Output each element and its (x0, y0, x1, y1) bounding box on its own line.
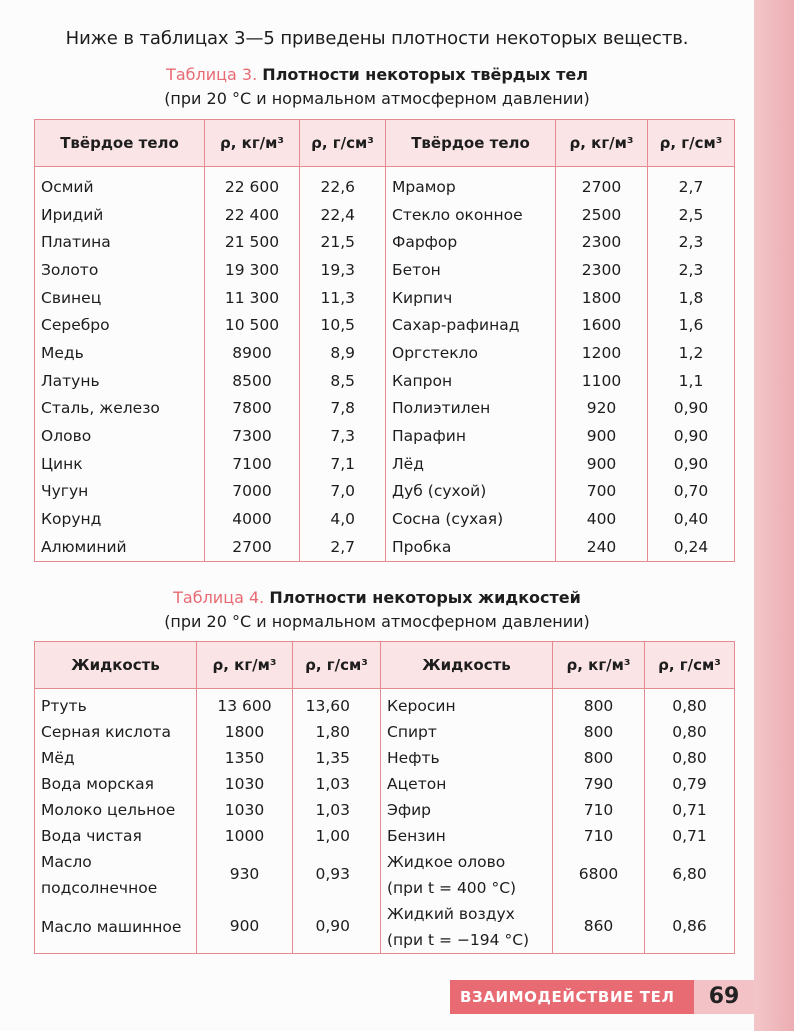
density-g-cm3: 10,5 (300, 311, 386, 339)
table-row (35, 901, 735, 954)
density-kg-m3: 1030 (197, 771, 293, 797)
density-kg-m3: 21 500 (205, 228, 300, 256)
density-kg-m3: 800 (553, 689, 645, 720)
substance-name (35, 849, 197, 901)
density-kg-m3: 800 (553, 745, 645, 771)
col-header-density-g: ρ, г/см³ (300, 120, 386, 167)
density-kg-m3: 710 (553, 823, 645, 849)
col-header-density-g: ρ, г/см³ (645, 642, 735, 689)
density-g-cm3: 0,80 (645, 719, 735, 745)
density-g-cm3: 0,80 (645, 689, 735, 720)
substance-name (381, 849, 553, 901)
density-kg-m3: 7000 (205, 478, 300, 506)
substance-name: Парафин (386, 422, 556, 450)
table-row (35, 823, 735, 849)
substance-name: Кирпич (386, 284, 556, 312)
substance-name: Платина (35, 228, 205, 256)
substance-name: Бетон (386, 256, 556, 284)
table4-subtitle: (при 20 °С и нормальном атмосферном давлении) (164, 612, 590, 631)
density-kg-m3: 7800 (205, 395, 300, 423)
density-kg-m3: 240 (556, 533, 648, 561)
density-g-cm3: 1,8 (648, 284, 735, 312)
col-header-liquid: Жидкость (35, 642, 197, 689)
table3-solids (34, 119, 735, 562)
substance-name-line2: (при t = −194 °С) (387, 931, 530, 949)
substance-name: Спирт (381, 719, 553, 745)
substance-name: Вода чистая (35, 823, 197, 849)
substance-name: Лёд (386, 450, 556, 478)
page-number: 69 (694, 980, 754, 1014)
density-kg-m3: 22 400 (205, 201, 300, 229)
table-row (35, 228, 735, 256)
substance-name: Иридий (35, 201, 205, 229)
table-row (35, 450, 735, 478)
intro-text: Ниже в таблицах 3—5 приведены плотности некоторых веществ. (65, 28, 689, 49)
table-row (35, 284, 735, 312)
density-g-cm3: 7,8 (300, 395, 386, 423)
substance-name: Фарфор (386, 228, 556, 256)
table4-header-row (35, 642, 735, 689)
col-header-density-g: ρ, г/см³ (648, 120, 735, 167)
table-row (35, 422, 735, 450)
density-g-cm3: 1,6 (648, 311, 735, 339)
density-g-cm3: 0,40 (648, 505, 735, 533)
density-kg-m3: 13 600 (197, 689, 293, 720)
density-kg-m3: 790 (553, 771, 645, 797)
substance-name-line1: Жидкое олово (387, 853, 506, 871)
table4-label: Таблица 4. (173, 588, 265, 607)
substance-name: Алюминий (35, 533, 205, 561)
table-row (35, 505, 735, 533)
density-kg-m3: 1600 (556, 311, 648, 339)
table3-caption (0, 64, 754, 86)
substance-name-line1: Масло (41, 853, 92, 871)
table-row (35, 533, 735, 561)
density-g-cm3: 0,93 (293, 849, 381, 901)
density-kg-m3: 7100 (205, 450, 300, 478)
substance-name: Медь (35, 339, 205, 367)
table-row (35, 719, 735, 745)
density-kg-m3: 2700 (205, 533, 300, 561)
density-kg-m3: 8500 (205, 367, 300, 395)
substance-name: Дуб (сухой) (386, 478, 556, 506)
substance-name: Осмий (35, 167, 205, 201)
col-header-liquid: Жидкость (381, 642, 553, 689)
table-row (35, 339, 735, 367)
density-g-cm3: 0,86 (645, 901, 735, 954)
substance-name: Серебро (35, 311, 205, 339)
footer-section-title: ВЗАИМОДЕЙСТВИЕ ТЕЛ (460, 988, 675, 1006)
table-row (35, 849, 735, 901)
substance-name: Сосна (сухая) (386, 505, 556, 533)
substance-name: Полиэтилен (386, 395, 556, 423)
substance-name: Вода морская (35, 771, 197, 797)
substance-name: Золото (35, 256, 205, 284)
table-row (35, 311, 735, 339)
substance-name (381, 901, 553, 954)
substance-name: Бензин (381, 823, 553, 849)
col-header-density-kg: ρ, кг/м³ (205, 120, 300, 167)
substance-name: Стекло оконное (386, 201, 556, 229)
density-kg-m3: 2300 (556, 228, 648, 256)
density-kg-m3: 1350 (197, 745, 293, 771)
density-kg-m3: 1000 (197, 823, 293, 849)
density-kg-m3: 900 (197, 901, 293, 954)
table-row (35, 689, 735, 720)
table-row (35, 771, 735, 797)
density-kg-m3: 900 (556, 450, 648, 478)
density-kg-m3: 6800 (553, 849, 645, 901)
density-g-cm3: 0,90 (293, 901, 381, 954)
density-g-cm3: 0,90 (648, 422, 735, 450)
substance-name: Чугун (35, 478, 205, 506)
substance-name: Мёд (35, 745, 197, 771)
density-kg-m3: 1030 (197, 797, 293, 823)
density-g-cm3: 2,7 (300, 533, 386, 561)
substance-name-line1: Жидкий воздух (387, 905, 515, 923)
density-kg-m3: 900 (556, 422, 648, 450)
density-kg-m3: 2500 (556, 201, 648, 229)
substance-name (35, 901, 197, 954)
table-row (35, 167, 735, 201)
substance-name: Олово (35, 422, 205, 450)
density-g-cm3: 22,6 (300, 167, 386, 201)
density-g-cm3: 0,24 (648, 533, 735, 561)
substance-name: Свинец (35, 284, 205, 312)
density-g-cm3: 11,3 (300, 284, 386, 312)
density-g-cm3: 1,2 (648, 339, 735, 367)
substance-name: Корунд (35, 505, 205, 533)
substance-name: Сталь, железо (35, 395, 205, 423)
density-kg-m3: 930 (197, 849, 293, 901)
table3-header-row (35, 120, 735, 167)
density-kg-m3: 19 300 (205, 256, 300, 284)
table-row (35, 745, 735, 771)
density-g-cm3: 21,5 (300, 228, 386, 256)
substance-name: Нефть (381, 745, 553, 771)
density-g-cm3: 1,00 (293, 823, 381, 849)
density-g-cm3: 4,0 (300, 505, 386, 533)
density-kg-m3: 11 300 (205, 284, 300, 312)
density-kg-m3: 860 (553, 901, 645, 954)
density-kg-m3: 700 (556, 478, 648, 506)
density-g-cm3: 0,79 (645, 771, 735, 797)
density-g-cm3: 13,60 (293, 689, 381, 720)
substance-name-line2: (при t = 400 °С) (387, 879, 517, 897)
substance-name: Капрон (386, 367, 556, 395)
table4-title: Плотности некоторых жидкостей (269, 588, 581, 607)
substance-name: Латунь (35, 367, 205, 395)
density-kg-m3: 1100 (556, 367, 648, 395)
table-row (35, 367, 735, 395)
density-kg-m3: 1800 (197, 719, 293, 745)
substance-name: Мрамор (386, 167, 556, 201)
density-g-cm3: 1,03 (293, 797, 381, 823)
table4-caption (0, 587, 754, 609)
table-row (35, 395, 735, 423)
col-header-density-g: ρ, г/см³ (293, 642, 381, 689)
side-color-strip (754, 0, 794, 1031)
density-g-cm3: 7,0 (300, 478, 386, 506)
density-kg-m3: 710 (553, 797, 645, 823)
density-g-cm3: 0,71 (645, 797, 735, 823)
density-g-cm3: 7,1 (300, 450, 386, 478)
substance-name: Керосин (381, 689, 553, 720)
col-header-density-kg: ρ, кг/м³ (556, 120, 648, 167)
density-kg-m3: 10 500 (205, 311, 300, 339)
density-kg-m3: 400 (556, 505, 648, 533)
density-kg-m3: 2300 (556, 256, 648, 284)
density-kg-m3: 1800 (556, 284, 648, 312)
density-g-cm3: 19,3 (300, 256, 386, 284)
table3-subtitle: (при 20 °С и нормальном атмосферном давлении) (164, 89, 590, 108)
substance-name: Пробка (386, 533, 556, 561)
substance-name: Эфир (381, 797, 553, 823)
substance-name: Цинк (35, 450, 205, 478)
density-kg-m3: 2700 (556, 167, 648, 201)
substance-name: Оргстекло (386, 339, 556, 367)
density-g-cm3: 7,3 (300, 422, 386, 450)
density-g-cm3: 0,90 (648, 395, 735, 423)
density-g-cm3: 2,3 (648, 256, 735, 284)
density-g-cm3: 2,5 (648, 201, 735, 229)
density-g-cm3: 2,7 (648, 167, 735, 201)
density-kg-m3: 800 (553, 719, 645, 745)
substance-name: Ртуть (35, 689, 197, 720)
table3-label: Таблица 3. (166, 65, 258, 84)
density-g-cm3: 0,80 (645, 745, 735, 771)
col-header-density-kg: ρ, кг/м³ (197, 642, 293, 689)
density-g-cm3: 1,80 (293, 719, 381, 745)
density-g-cm3: 8,9 (300, 339, 386, 367)
density-g-cm3: 2,3 (648, 228, 735, 256)
substance-name: Сахар-рафинад (386, 311, 556, 339)
substance-name: Серная кислота (35, 719, 197, 745)
table3-title: Плотности некоторых твёрдых тел (262, 65, 588, 84)
substance-name-line2: Масло машинное (41, 918, 182, 936)
density-g-cm3: 0,71 (645, 823, 735, 849)
col-header-density-kg: ρ, кг/м³ (553, 642, 645, 689)
density-g-cm3: 8,5 (300, 367, 386, 395)
density-kg-m3: 920 (556, 395, 648, 423)
density-kg-m3: 1200 (556, 339, 648, 367)
col-header-solid: Твёрдое тело (386, 120, 556, 167)
table-row (35, 478, 735, 506)
density-g-cm3: 1,35 (293, 745, 381, 771)
density-g-cm3: 22,4 (300, 201, 386, 229)
density-g-cm3: 0,70 (648, 478, 735, 506)
table4-liquids (34, 641, 735, 954)
table-row (35, 256, 735, 284)
density-kg-m3: 22 600 (205, 167, 300, 201)
density-g-cm3: 6,80 (645, 849, 735, 901)
table-row (35, 797, 735, 823)
substance-name-line2: подсолнечное (41, 879, 158, 897)
table-row (35, 201, 735, 229)
substance-name: Ацетон (381, 771, 553, 797)
density-kg-m3: 8900 (205, 339, 300, 367)
density-g-cm3: 1,03 (293, 771, 381, 797)
density-kg-m3: 4000 (205, 505, 300, 533)
density-g-cm3: 0,90 (648, 450, 735, 478)
density-g-cm3: 1,1 (648, 367, 735, 395)
density-kg-m3: 7300 (205, 422, 300, 450)
col-header-solid: Твёрдое тело (35, 120, 205, 167)
substance-name: Молоко цельное (35, 797, 197, 823)
